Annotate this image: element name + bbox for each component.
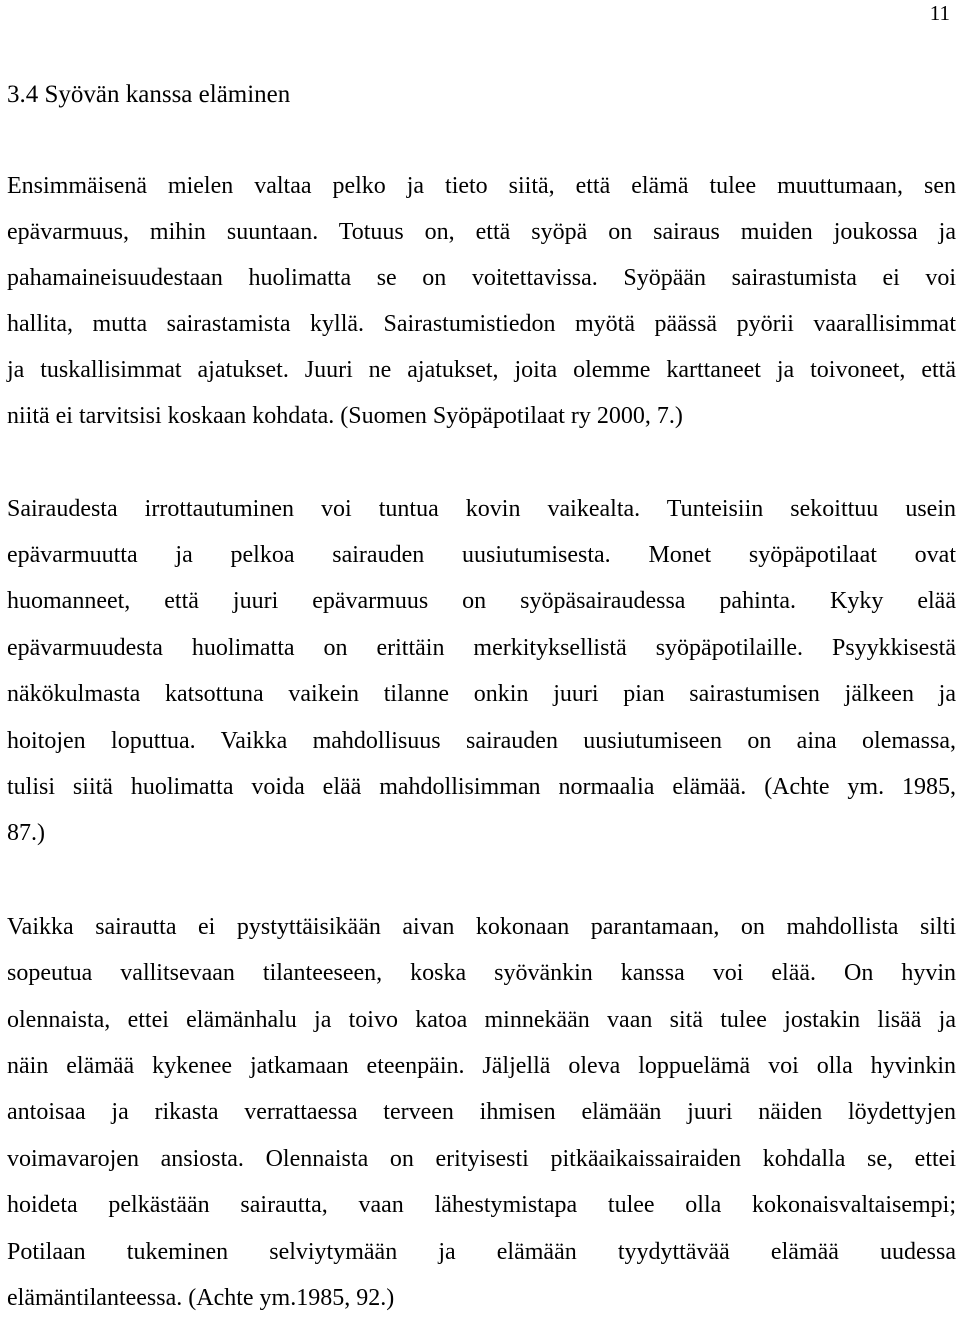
paragraph-line: hoideta pelkästään sairautta, vaan lähestymistapa tulee olla kokonaisvaltaisempi;	[7, 1192, 956, 1218]
paragraph-line: näin elämää kykenee jatkamaan eteenpäin. Jäljellä oleva loppuelämä voi olla hyvinkin	[7, 1053, 956, 1079]
paragraph-line: niitä ei tarvitsisi koskaan kohdata. (Suomen Syöpäpotilaat ry 2000, 7.)	[7, 403, 683, 429]
paragraph-line: antoisaa ja rikasta verrattaessa terveen ihmisen elämään juuri näiden löydettyjen	[7, 1099, 956, 1125]
paragraph-line: tulisi siitä huolimatta voida elää mahdollisimman normaalia elämää. (Achte ym. 1985,	[7, 774, 956, 800]
paragraph-line: Vaikka sairautta ei pystyttäisikään aivan kokonaan parantamaan, on mahdollista silti	[7, 914, 956, 940]
paragraph-line: hoitojen loputtua. Vaikka mahdollisuus sairauden uusiutumiseen on aina olemassa,	[7, 728, 956, 754]
section-heading: 3.4 Syövän kanssa eläminen	[7, 81, 291, 108]
paragraph-line: sopeutua vallitsevaan tilanteeseen, koska syövänkin kanssa voi elää. On hyvin	[7, 960, 956, 986]
paragraph-line: hallita, mutta sairastamista kyllä. Sairastumistiedon myötä päässä pyörii vaarallisimmat	[7, 311, 956, 337]
paragraph-line: voimavarojen ansiosta. Olennaista on erityisesti pitkäaikaissairaiden kohdalla se, ettei	[7, 1146, 956, 1172]
paragraph-line: olennaista, ettei elämänhalu ja toivo katoa minnekään vaan sitä tulee jostakin lisää ja	[7, 1007, 956, 1033]
paragraph-line: huomanneet, että juuri epävarmuus on syöpäsairaudessa pahinta. Kyky elää	[7, 588, 956, 614]
paragraph-line: 87.)	[7, 820, 45, 846]
paragraph-line: pahamaineisuudestaan huolimatta se on voitettavissa. Syöpään sairastumista ei voi	[7, 265, 956, 291]
paragraph-line: Potilaan tukeminen selviytymään ja elämään tyydyttävää elämää uudessa	[7, 1239, 956, 1265]
paragraph-line: epävarmuus, mihin suuntaan. Totuus on, että syöpä on sairaus muiden joukossa ja	[7, 219, 956, 245]
paragraph-line: näkökulmasta katsottuna vaikein tilanne onkin juuri pian sairastumisen jälkeen ja	[7, 681, 956, 707]
paragraph-line: elämäntilanteessa. (Achte ym.1985, 92.)	[7, 1285, 395, 1311]
paragraph-line: ja tuskallisimmat ajatukset. Juuri ne ajatukset, joita olemme karttaneet ja toivoneet, että	[7, 357, 956, 383]
paragraph-line: epävarmuutta ja pelkoa sairauden uusiutumisesta. Monet syöpäpotilaat ovat	[7, 542, 956, 568]
paragraph-line: epävarmuudesta huolimatta on erittäin merkityksellistä syöpäpotilaille. Psyykkisestä	[7, 635, 956, 661]
page-number: 11	[929, 1, 950, 25]
paragraph-line: Ensimmäisenä mielen valtaa pelko ja tieto siitä, että elämä tulee muuttumaan, sen	[7, 173, 956, 199]
paragraph-line: Sairaudesta irrottautuminen voi tuntua kovin vaikealta. Tunteisiin sekoittuu usein	[7, 496, 956, 522]
